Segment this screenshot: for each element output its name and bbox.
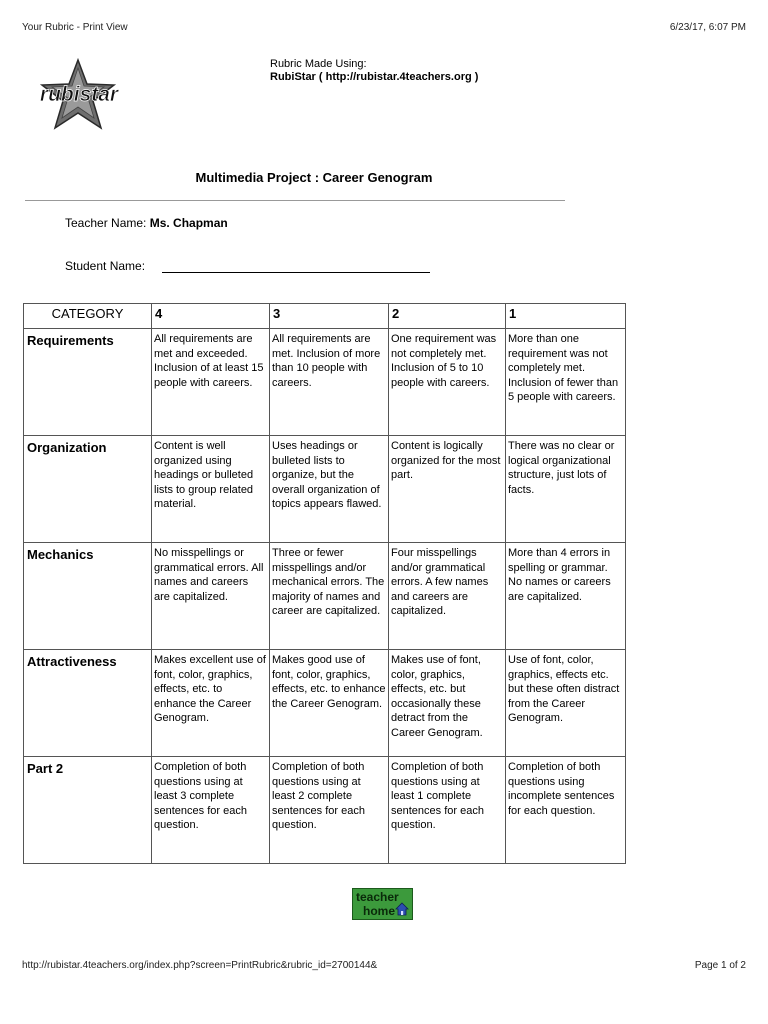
- table-cell: Three or fewer misspellings and/or mechanical errors. The majority of names and career are capitalized.: [270, 543, 389, 650]
- table-cell: There was no clear or logical organizational structure, just lots of facts.: [506, 436, 626, 543]
- row-category: Requirements: [24, 329, 152, 436]
- table-cell: Makes excellent use of font, color, graphics, effects, etc. to enhance the Career Genogram.: [152, 650, 270, 757]
- student-name-row: [65, 259, 430, 273]
- header-score-3: 3: [270, 304, 389, 329]
- table-cell: Use of font, color, graphics, effects etc. but these often distract from the Career Genogram.: [506, 650, 626, 757]
- table-cell: All requirements are met. Inclusion of more than 10 people with careers.: [270, 329, 389, 436]
- table-row: [24, 436, 626, 543]
- table-row: [24, 650, 626, 757]
- print-footer-url: http://rubistar.4teachers.org/index.php?screen=PrintRubric&rubric_id=2700144&: [22, 960, 378, 971]
- table-cell: Makes use of font, color, graphics, effects, etc. but occasionally these detract from the Career Genogram.: [389, 650, 506, 757]
- teacher-home-label-2: home: [363, 904, 396, 918]
- row-category: Part 2: [24, 757, 152, 864]
- header-score-4: 4: [152, 304, 270, 329]
- table-cell: Uses headings or bulleted lists to organize, but the overall organization of topics appears flawed.: [270, 436, 389, 543]
- student-name-blank: [162, 260, 430, 273]
- teacher-home-label-1: teacher: [356, 890, 399, 904]
- title-divider: [25, 200, 565, 201]
- student-name-label: Student Name:: [65, 259, 146, 273]
- print-header-date: 6/23/17, 6:07 PM: [669, 22, 746, 33]
- table-cell: Content is well organized using headings or bulleted lists to group related material.: [152, 436, 270, 543]
- table-cell: More than 4 errors in spelling or grammar. No names or careers are capitalized.: [506, 543, 626, 650]
- rubistar-link[interactable]: RubiStar ( http://rubistar.4teachers.org ): [270, 71, 479, 83]
- header-category: CATEGORY: [24, 304, 152, 329]
- table-cell: Completion of both questions using at least 3 complete sentences for each question.: [152, 757, 270, 864]
- made-using-label: Rubric Made Using:: [270, 58, 367, 70]
- table-cell: One requirement was not completely met. Inclusion of 5 to 10 people with careers.: [389, 329, 506, 436]
- teacher-name-label: Teacher Name:: [65, 216, 147, 230]
- made-using-credit: [270, 58, 478, 84]
- house-icon: [395, 902, 409, 916]
- row-category: Organization: [24, 436, 152, 543]
- table-cell: All requirements are met and exceeded. Inclusion of at least 15 people with careers.: [152, 329, 270, 436]
- row-category: Mechanics: [24, 543, 152, 650]
- svg-text:rubistar: rubistar: [39, 83, 119, 106]
- table-cell: Content is logically organized for the most part.: [389, 436, 506, 543]
- print-header-title: Your Rubric - Print View: [22, 22, 128, 33]
- table-cell: Completion of both questions using at least 2 complete sentences for each question.: [270, 757, 389, 864]
- rubric-header-row: [24, 304, 626, 329]
- row-category: Attractiveness: [24, 650, 152, 757]
- print-footer-page: Page 1 of 2: [694, 960, 746, 971]
- rubric-title: Multimedia Project : Career Genogram: [195, 170, 433, 185]
- table-cell: Completion of both questions using incomplete sentences for each question.: [506, 757, 626, 864]
- teacher-name-row: [65, 216, 228, 230]
- header-score-2: 2: [389, 304, 506, 329]
- table-row: [24, 329, 626, 436]
- star-logo-icon: [24, 58, 132, 132]
- rubistar-logo[interactable]: [24, 58, 132, 132]
- teacher-home-button[interactable]: [352, 888, 413, 920]
- table-cell: No misspellings or grammatical errors. All names and careers are capitalized.: [152, 543, 270, 650]
- table-cell: More than one requirement was not completely met. Inclusion of fewer than 5 people with careers.: [506, 329, 626, 436]
- teacher-name-value: Ms. Chapman: [149, 216, 228, 230]
- table-cell: Makes good use of font, color, graphics, effects, etc. to enhance the Career Genogram.: [270, 650, 389, 757]
- table-cell: Completion of both questions using at least 1 complete sentences for each question.: [389, 757, 506, 864]
- header-score-1: 1: [506, 304, 626, 329]
- table-row: [24, 543, 626, 650]
- table-cell: Four misspellings and/or grammatical errors. A few names and careers are capitalized.: [389, 543, 506, 650]
- rubric-table: [23, 303, 626, 864]
- table-row: [24, 757, 626, 864]
